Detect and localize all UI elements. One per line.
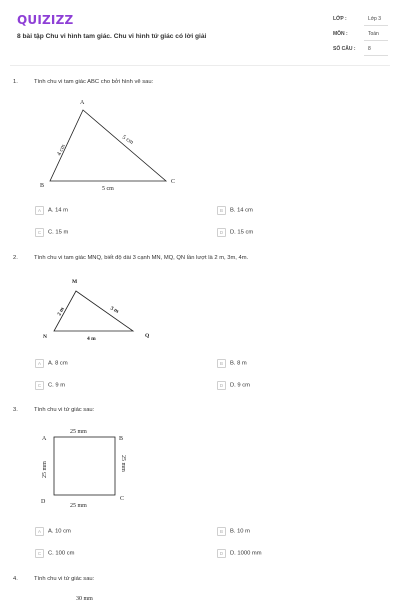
vertex-c-label: C	[120, 496, 125, 502]
option-letter-box: B	[217, 359, 226, 368]
option-text: C. 9 m	[48, 382, 66, 389]
option-letter-box: C	[35, 228, 44, 237]
question-2-number: 2.	[13, 255, 18, 261]
vertex-a-label: A	[42, 436, 47, 442]
option-text: C. 15 m	[48, 229, 69, 236]
meta-class-value: Lớp 3	[368, 16, 382, 22]
option-text: B. 8 m	[230, 360, 247, 367]
option-letter-box: C	[35, 549, 44, 558]
option-letter-box: A	[35, 527, 44, 536]
option-text: B. 14 cm	[230, 207, 253, 214]
option-letter-box: B	[217, 527, 226, 536]
meta-count-label: SỐ CÂU :	[333, 46, 356, 52]
edge-left-label: 25 mm	[42, 461, 48, 478]
edge-top-label: 25 mm	[70, 429, 87, 435]
vertex-b-label: B	[119, 436, 124, 442]
meta-class-label: LỚP :	[333, 16, 347, 22]
question-2-text: Tính chu vi tam giác MNQ, biết độ dài 3 cạnh MN, MQ, QN lần lượt là 2 m, 3m, 4m.	[34, 255, 249, 261]
vertex-a-label: A	[80, 100, 85, 106]
edge-right-label: 25 mm	[120, 455, 126, 472]
meta-subject-label: MÔN :	[333, 31, 348, 37]
question-1-text: Tính chu vi tam giác ABC cho bởi hình vẽ sau:	[34, 79, 154, 85]
question-4-text: Tính chu vi tứ giác sau:	[34, 576, 95, 582]
option-letter-box: B	[217, 206, 226, 215]
option-text: D. 15 cm	[230, 229, 254, 236]
vertex-m-label: M	[72, 279, 78, 285]
option-letter-box: D	[217, 381, 226, 390]
vertex-b-label: B	[40, 183, 45, 189]
option-letter-box: A	[35, 359, 44, 368]
question-4-number: 4.	[13, 576, 18, 582]
edge-bottom-label: 25 mm	[70, 503, 87, 509]
option-text: C. 100 cm	[48, 550, 75, 557]
document-title: 8 bài tập Chu vi hình tam giác. Chu vi hình tứ giác có lời giải	[17, 33, 207, 40]
option-text: D. 9 cm	[230, 382, 250, 389]
option-letter-box: D	[217, 549, 226, 558]
meta-subject-value: Toán	[368, 31, 379, 37]
edge-mn-label: 2 m	[56, 306, 66, 317]
vertex-c-label: C	[171, 179, 176, 185]
meta-count-value: 8	[368, 46, 371, 52]
option-text: A. 10 cm	[48, 528, 71, 535]
vertex-q-label: Q	[145, 333, 150, 339]
edge-bc-label: 5 cm	[102, 186, 114, 192]
vertex-n-label: N	[43, 334, 47, 340]
edge-top-label: 30 mm	[76, 596, 93, 600]
vertex-d-label: D	[41, 499, 46, 505]
edge-nq-label: 4 m	[87, 336, 96, 342]
option-letter-box: D	[217, 228, 226, 237]
question-3-text: Tính chu vi tứ giác sau:	[34, 407, 95, 413]
quizizz-logo: QUIZIZZ	[17, 13, 74, 27]
question-1-number: 1.	[13, 79, 18, 85]
option-text: B. 10 m	[230, 528, 250, 535]
question-3-number: 3.	[13, 407, 18, 413]
option-text: A. 14 m	[48, 207, 68, 214]
option-letter-box: C	[35, 381, 44, 390]
option-text: A. 8 cm	[48, 360, 68, 367]
edge-ac-label: 5 cm	[120, 134, 135, 146]
option-letter-box: A	[35, 206, 44, 215]
option-text: D. 1000 mm	[230, 550, 262, 557]
edge-mq-label: 3 m	[109, 305, 120, 315]
edge-ab-label: 4 cm	[56, 143, 67, 157]
